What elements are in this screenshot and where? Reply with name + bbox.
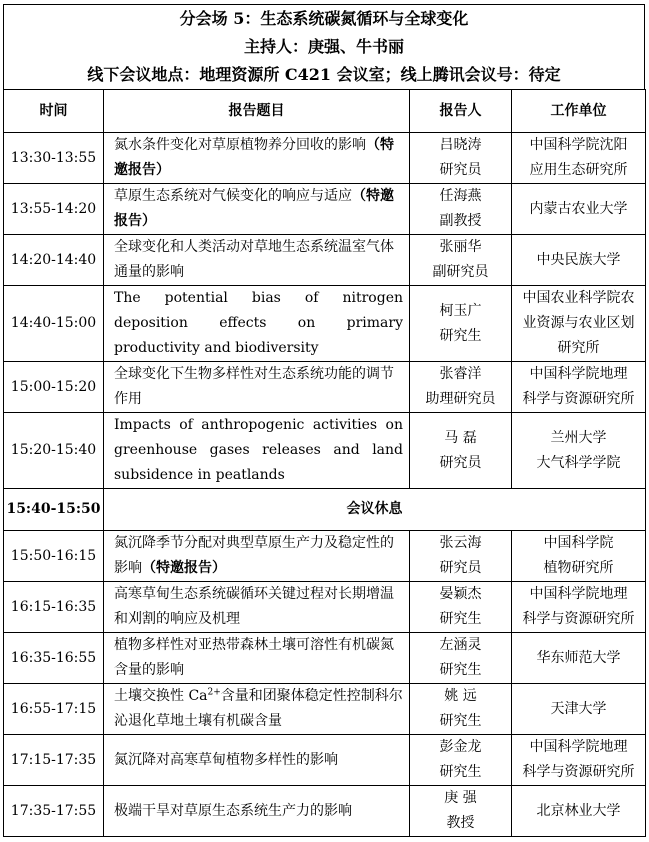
session-time: 13:30-13:55 — [4, 133, 104, 184]
affiliation-line: 植物研究所 — [543, 560, 614, 576]
session-hosts: 主持人：庚强、牛书丽 — [243, 37, 404, 56]
table-row — [4, 286, 646, 362]
session-time: 17:35-17:55 — [4, 786, 104, 837]
talk-title-cell — [104, 235, 410, 286]
talk-title: 土壤交换性 Ca — [114, 688, 208, 704]
speaker-cell — [410, 786, 512, 837]
schedule-page — [3, 4, 645, 837]
speaker-cell — [410, 286, 512, 362]
affiliation-line: 中国科学院 — [543, 535, 614, 551]
speaker-cell — [410, 633, 512, 684]
affiliation-line: 兰州大学 — [550, 429, 607, 446]
talk-title-cell — [104, 531, 410, 582]
speaker-position: 副教授 — [439, 213, 482, 229]
talk-title-cell — [104, 286, 410, 362]
table-row — [4, 133, 646, 184]
session-time: 16:15-16:35 — [4, 582, 104, 633]
affiliation-cell — [512, 133, 646, 184]
speaker-position: 研究员 — [439, 162, 482, 178]
table-row — [4, 362, 646, 413]
affiliation-cell — [512, 184, 646, 235]
talk-title: 植物多样性对亚热带森林土壤可溶性有机碳氮含量的影响 — [114, 637, 394, 678]
table-row — [4, 684, 646, 735]
table-row — [4, 735, 646, 786]
speaker-cell — [410, 235, 512, 286]
session-time: 15:40-15:50 — [4, 489, 104, 531]
affiliation-line: 科学与资源研究所 — [522, 611, 635, 627]
table-row — [4, 184, 646, 235]
talk-title-cell — [104, 413, 410, 489]
talk-title-cell — [104, 684, 410, 735]
talk-title-cell — [104, 184, 410, 235]
session-title: 分会场 5：生态系统碳氮循环与全球变化 — [179, 9, 469, 28]
speaker-position: 研究员 — [439, 454, 482, 471]
table-row — [4, 633, 646, 684]
talk-title: 氮沉降季节分配对典型草原生产力及稳定性的影响 — [114, 535, 394, 576]
invited-talk-tag: （特邀报告） — [114, 137, 394, 178]
affiliation-line: 中国科学院沈阳 — [529, 137, 628, 153]
column-header-org: 工作单位 — [512, 90, 646, 133]
session-header — [3, 4, 645, 89]
talk-title-cell — [104, 633, 410, 684]
speaker-cell — [410, 133, 512, 184]
talk-title: Impacts of anthropogenic activities on greenhouse gases releases and land subsidence in peatlands — [114, 417, 403, 483]
affiliation-line: 业资源与农业区划 — [522, 315, 635, 331]
table-row — [4, 786, 646, 837]
affiliation-cell — [512, 633, 646, 684]
affiliation-cell — [512, 235, 646, 286]
speaker-position: 研究生 — [439, 611, 482, 627]
affiliation-cell — [512, 362, 646, 413]
column-header-speaker: 报告人 — [410, 90, 512, 133]
talk-title-continued: 含量和团聚体稳定性控制科尔沁退化草地土壤有机碳含量 — [114, 688, 403, 729]
table-row — [4, 582, 646, 633]
talk-title-cell — [104, 786, 410, 837]
speaker-name: 张云海 — [439, 535, 482, 551]
break-row — [4, 489, 646, 531]
schedule-table — [3, 89, 646, 837]
talk-title-superscript: 2+ — [207, 687, 221, 698]
speaker-cell — [410, 184, 512, 235]
schedule-body — [4, 133, 646, 837]
break-label: 会议休息 — [104, 489, 646, 531]
affiliation-line: 研究所 — [557, 340, 600, 356]
speaker-cell — [410, 531, 512, 582]
speaker-name: 彭金龙 — [439, 739, 482, 755]
speaker-cell — [410, 413, 512, 489]
session-time: 16:55-17:15 — [4, 684, 104, 735]
affiliation-cell — [512, 286, 646, 362]
speaker-position: 研究生 — [439, 662, 482, 678]
table-row — [4, 413, 646, 489]
speaker-position: 研究生 — [439, 327, 482, 344]
session-time: 13:55-14:20 — [4, 184, 104, 235]
invited-talk-tag: （特邀报告） — [142, 560, 226, 576]
speaker-name: 任海燕 — [439, 188, 482, 204]
affiliation-cell — [512, 735, 646, 786]
affiliation-cell — [512, 684, 646, 735]
talk-title: 氮水条件变化对草原植物养分回收的影响 — [114, 137, 366, 153]
affiliation-line: 天津大学 — [550, 700, 607, 717]
affiliation-cell — [512, 413, 646, 489]
affiliation-line: 华东师范大学 — [536, 649, 621, 666]
affiliation-line: 中国科学院地理 — [529, 366, 628, 382]
speaker-cell — [410, 735, 512, 786]
talk-title-cell — [104, 735, 410, 786]
affiliation-line: 内蒙古农业大学 — [529, 200, 628, 217]
speaker-cell — [410, 582, 512, 633]
speaker-position: 研究生 — [439, 713, 482, 729]
speaker-name: 晏颖杰 — [439, 586, 482, 602]
table-row — [4, 235, 646, 286]
affiliation-line: 中国科学院地理 — [529, 586, 628, 602]
talk-title-cell — [104, 133, 410, 184]
talk-title-cell — [104, 362, 410, 413]
talk-title-cell — [104, 582, 410, 633]
speaker-cell — [410, 362, 512, 413]
talk-title: 氮沉降对高寒草甸植物多样性的影响 — [114, 751, 338, 768]
affiliation-line: 科学与资源研究所 — [522, 391, 635, 407]
speaker-name: 张丽华 — [439, 239, 482, 255]
table-header-row — [4, 90, 646, 133]
talk-title: 极端干旱对草原生态系统生产力的影响 — [114, 802, 352, 819]
session-location: 线下会议地点：地理资源所 C421 会议室；线上腾讯会议号：待定 — [87, 65, 561, 84]
speaker-name: 左涵灵 — [439, 637, 482, 653]
session-time: 17:15-17:35 — [4, 735, 104, 786]
affiliation-cell — [512, 582, 646, 633]
affiliation-cell — [512, 786, 646, 837]
affiliation-line: 大气科学学院 — [536, 454, 621, 471]
affiliation-line: 北京林业大学 — [536, 802, 621, 819]
session-time: 15:50-16:15 — [4, 531, 104, 582]
affiliation-line: 中国农业科学院农 — [522, 290, 635, 306]
speaker-position: 助理研究员 — [425, 391, 496, 407]
talk-title: 全球变化下生物多样性对生态系统功能的调节作用 — [114, 366, 394, 407]
speaker-name: 马 磊 — [444, 429, 477, 446]
speaker-name: 庚 强 — [444, 790, 477, 806]
affiliation-cell — [512, 531, 646, 582]
speaker-position: 副研究员 — [432, 264, 489, 280]
talk-title: 全球变化和人类活动对草地生态系统温室气体通量的影响 — [114, 239, 394, 280]
speaker-position: 教授 — [446, 815, 475, 831]
table-row — [4, 531, 646, 582]
session-time: 15:20-15:40 — [4, 413, 104, 489]
talk-title: 草原生态系统对气候变化的响应与适应 — [114, 188, 352, 204]
speaker-name: 姚 远 — [444, 688, 477, 704]
affiliation-line: 中央民族大学 — [536, 251, 621, 268]
session-time: 14:40-15:00 — [4, 286, 104, 362]
speaker-name: 柯玉广 — [439, 302, 482, 319]
talk-title: The potential bias of nitrogen deposition effects on primary productivity and biodiversity — [114, 290, 403, 356]
speaker-cell — [410, 684, 512, 735]
speaker-position: 研究生 — [439, 764, 482, 780]
column-header-time: 时间 — [4, 90, 104, 133]
talk-title: 高寒草甸生态系统碳循环关键过程对长期增温和刈割的响应及机理 — [114, 586, 394, 627]
session-time: 14:20-14:40 — [4, 235, 104, 286]
affiliation-line: 中国科学院地理 — [529, 739, 628, 755]
speaker-name: 张睿洋 — [439, 366, 482, 382]
session-time: 15:00-15:20 — [4, 362, 104, 413]
affiliation-line: 应用生态研究所 — [529, 162, 628, 178]
session-time: 16:35-16:55 — [4, 633, 104, 684]
speaker-position: 研究员 — [439, 560, 482, 576]
speaker-name: 吕晓涛 — [439, 137, 482, 153]
affiliation-line: 科学与资源研究所 — [522, 764, 635, 780]
invited-talk-tag: （特邀报告） — [114, 188, 394, 229]
column-header-title: 报告题目 — [104, 90, 410, 133]
